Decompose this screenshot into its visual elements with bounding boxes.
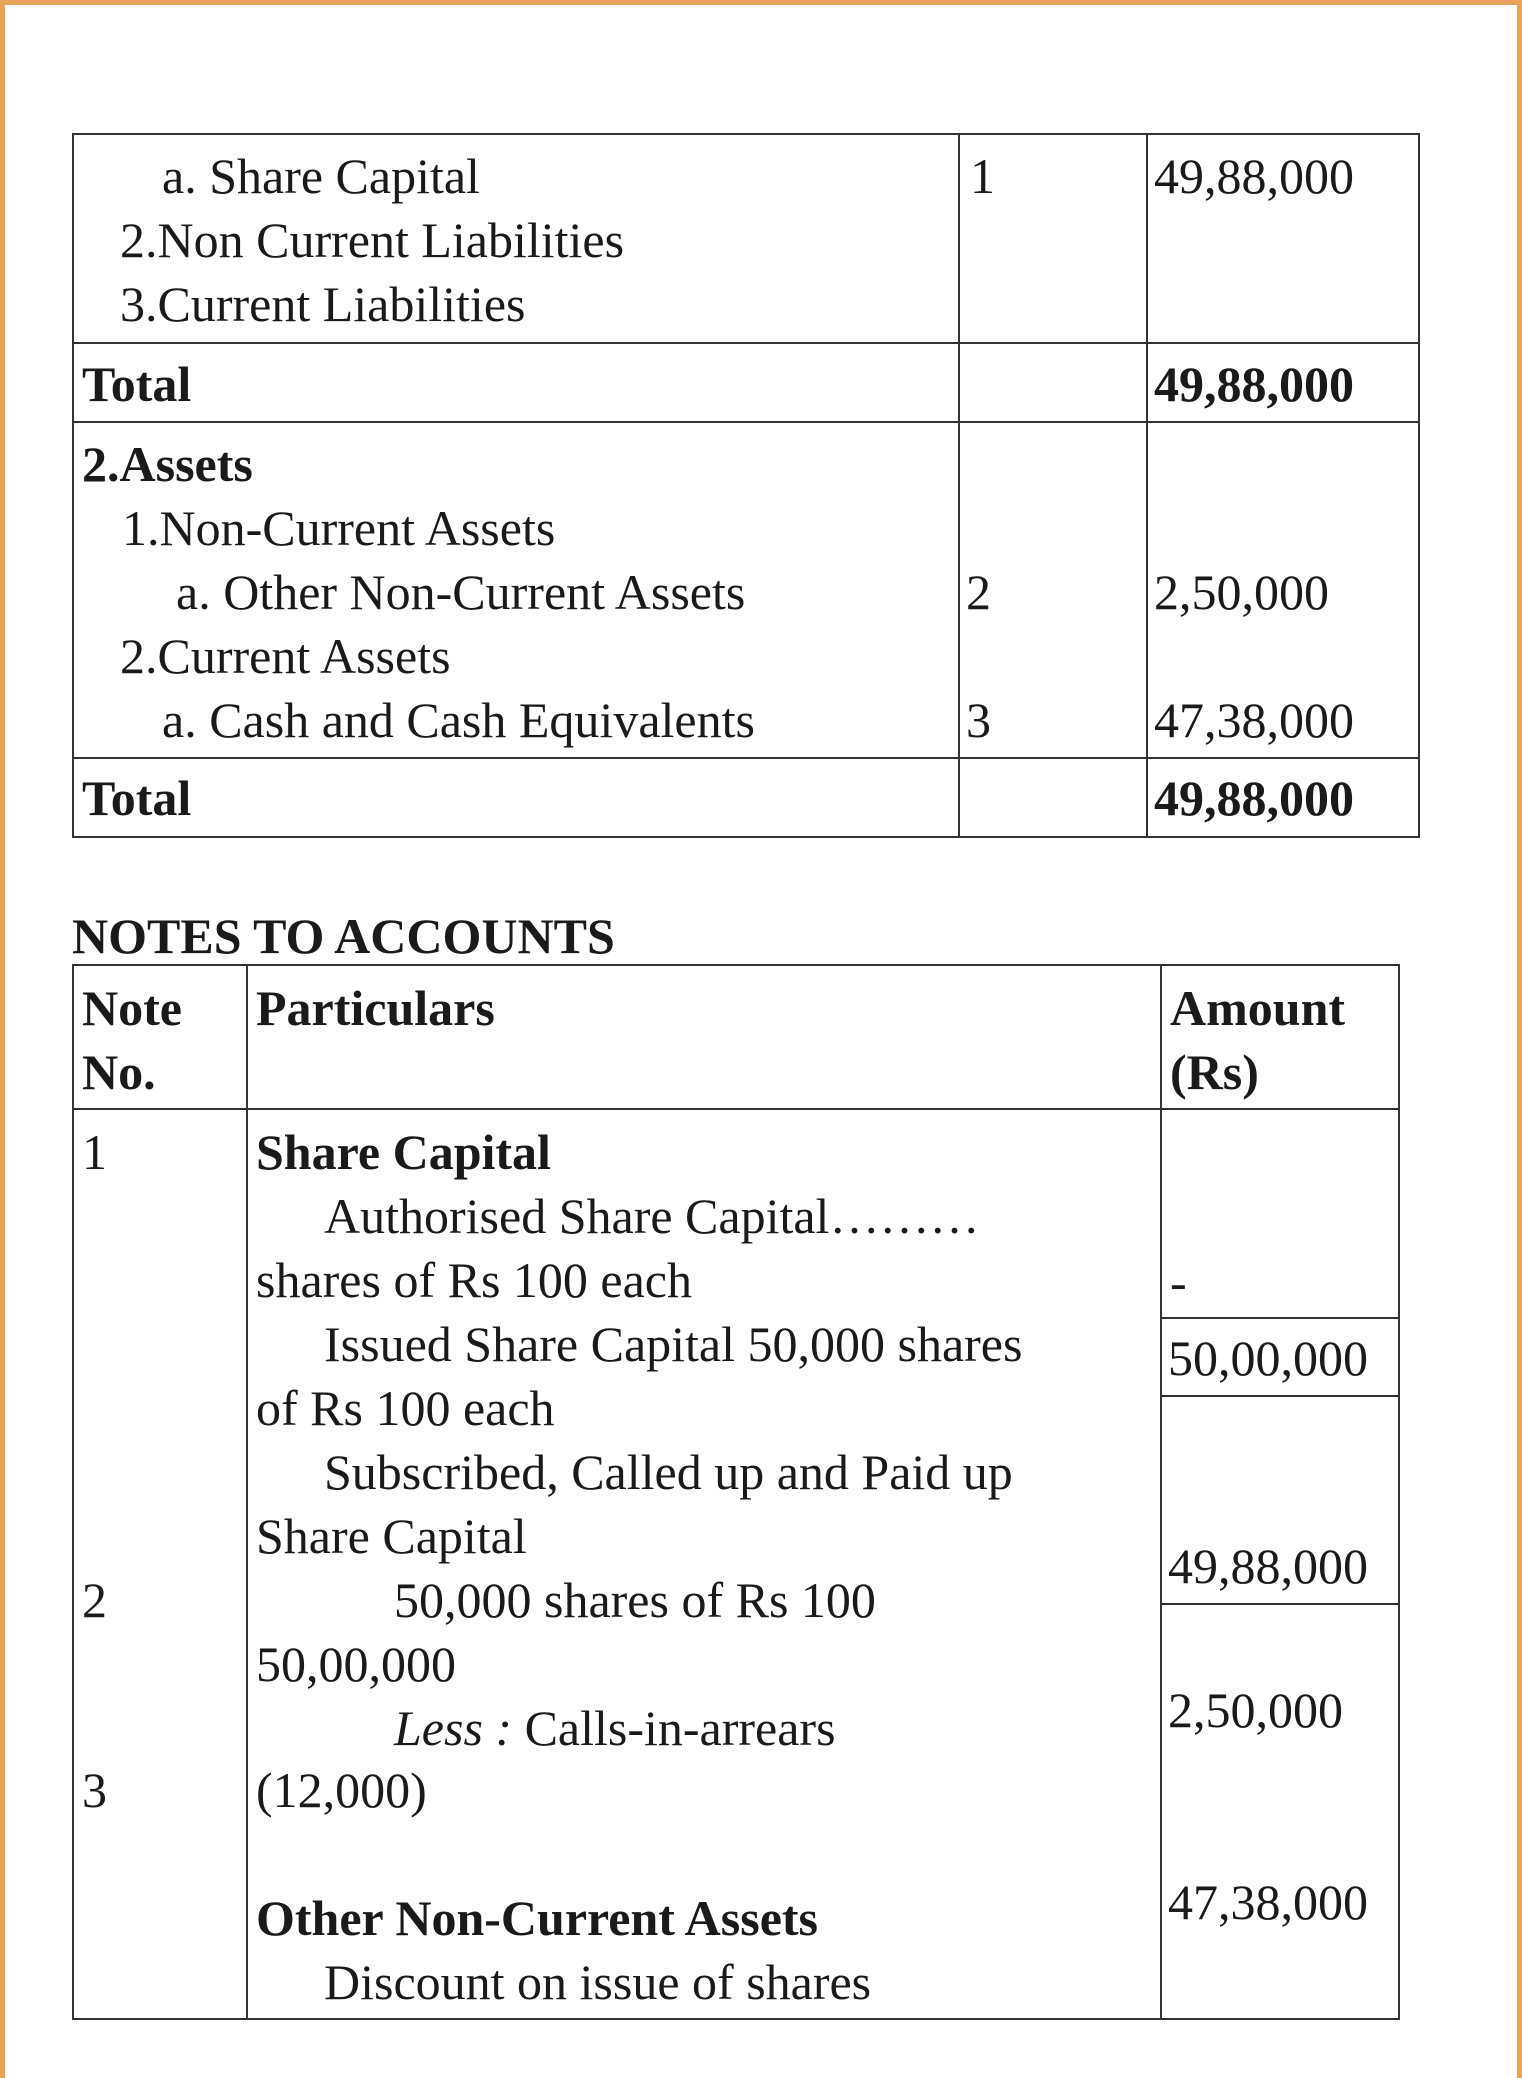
issued-line1: Issued Share Capital 50,000 shares (324, 1316, 1023, 1372)
amount-header-line2: (Rs) (1170, 1044, 1259, 1100)
other-non-current-assets-note: 2 (966, 564, 991, 620)
issued-amount: 50,00,000 (1168, 1330, 1368, 1386)
current-liabilities-label: 3.Current Liabilities (120, 276, 526, 332)
note-number-2: 2 (82, 1572, 107, 1628)
particulars-header: Particulars (256, 980, 495, 1036)
discount-line: Discount on issue of shares (324, 1954, 872, 2010)
total-assets-amount: 49,88,000 (1154, 770, 1354, 826)
other-non-current-assets-label: a. Other Non-Current Assets (176, 564, 746, 620)
notes-title: NOTES TO ACCOUNTS (72, 908, 615, 964)
other-nca-heading: Other Non-Current Assets (256, 1890, 819, 1946)
cash-equivalents-note: 3 (966, 692, 991, 748)
amount-header-line1: Amount (1170, 980, 1346, 1036)
total-liabilities-amount: 49,88,000 (1154, 356, 1354, 412)
assets-heading: 2.Assets (82, 436, 253, 492)
non-current-assets-label: 1.Non-Current Assets (122, 500, 556, 556)
share-capital-note: 1 (970, 148, 995, 204)
note-number-3: 3 (82, 1762, 107, 1818)
less-calls-line (394, 1696, 836, 1760)
cash-equivalents-label: a. Cash and Cash Equivalents (162, 692, 755, 748)
shares-amount: 50,00,000 (256, 1636, 456, 1692)
calls-in-arrears-label: Calls-in-arrears (524, 1700, 836, 1756)
subscribed-line1: Subscribed, Called up and Paid up (324, 1444, 1013, 1500)
calls-amount: (12,000) (256, 1762, 427, 1818)
authorised-line1: Authorised Share Capital……… (324, 1188, 980, 1244)
current-assets-label: 2.Current Assets (120, 628, 451, 684)
note-number-1: 1 (82, 1124, 107, 1180)
authorised-line2: shares of Rs 100 each (256, 1252, 692, 1308)
other-nca-amount: 2,50,000 (1168, 1682, 1343, 1738)
cash-equivalents-amount: 47,38,000 (1154, 692, 1354, 748)
note-no-header-line2: No. (82, 1044, 156, 1100)
total-assets-label: Total (82, 770, 192, 826)
share-capital-amount: 49,88,000 (1154, 148, 1354, 204)
issued-line2: of Rs 100 each (256, 1380, 555, 1436)
note-no-header-line1: Note (82, 980, 182, 1036)
subscribed-amount: 49,88,000 (1168, 1538, 1368, 1594)
authorised-amount: - (1170, 1254, 1187, 1310)
other-non-current-assets-amount: 2,50,000 (1154, 564, 1329, 620)
cash-amount: 47,38,000 (1168, 1874, 1368, 1930)
non-current-liabilities-label: 2.Non Current Liabilities (120, 212, 625, 268)
total-liabilities-label: Total (82, 356, 192, 412)
less-label: Less : (394, 1700, 513, 1756)
subscribed-line2: Share Capital (256, 1508, 527, 1564)
share-capital-label: a. Share Capital (162, 148, 480, 204)
shares-line: 50,000 shares of Rs 100 (394, 1572, 876, 1628)
share-capital-heading: Share Capital (256, 1124, 551, 1180)
